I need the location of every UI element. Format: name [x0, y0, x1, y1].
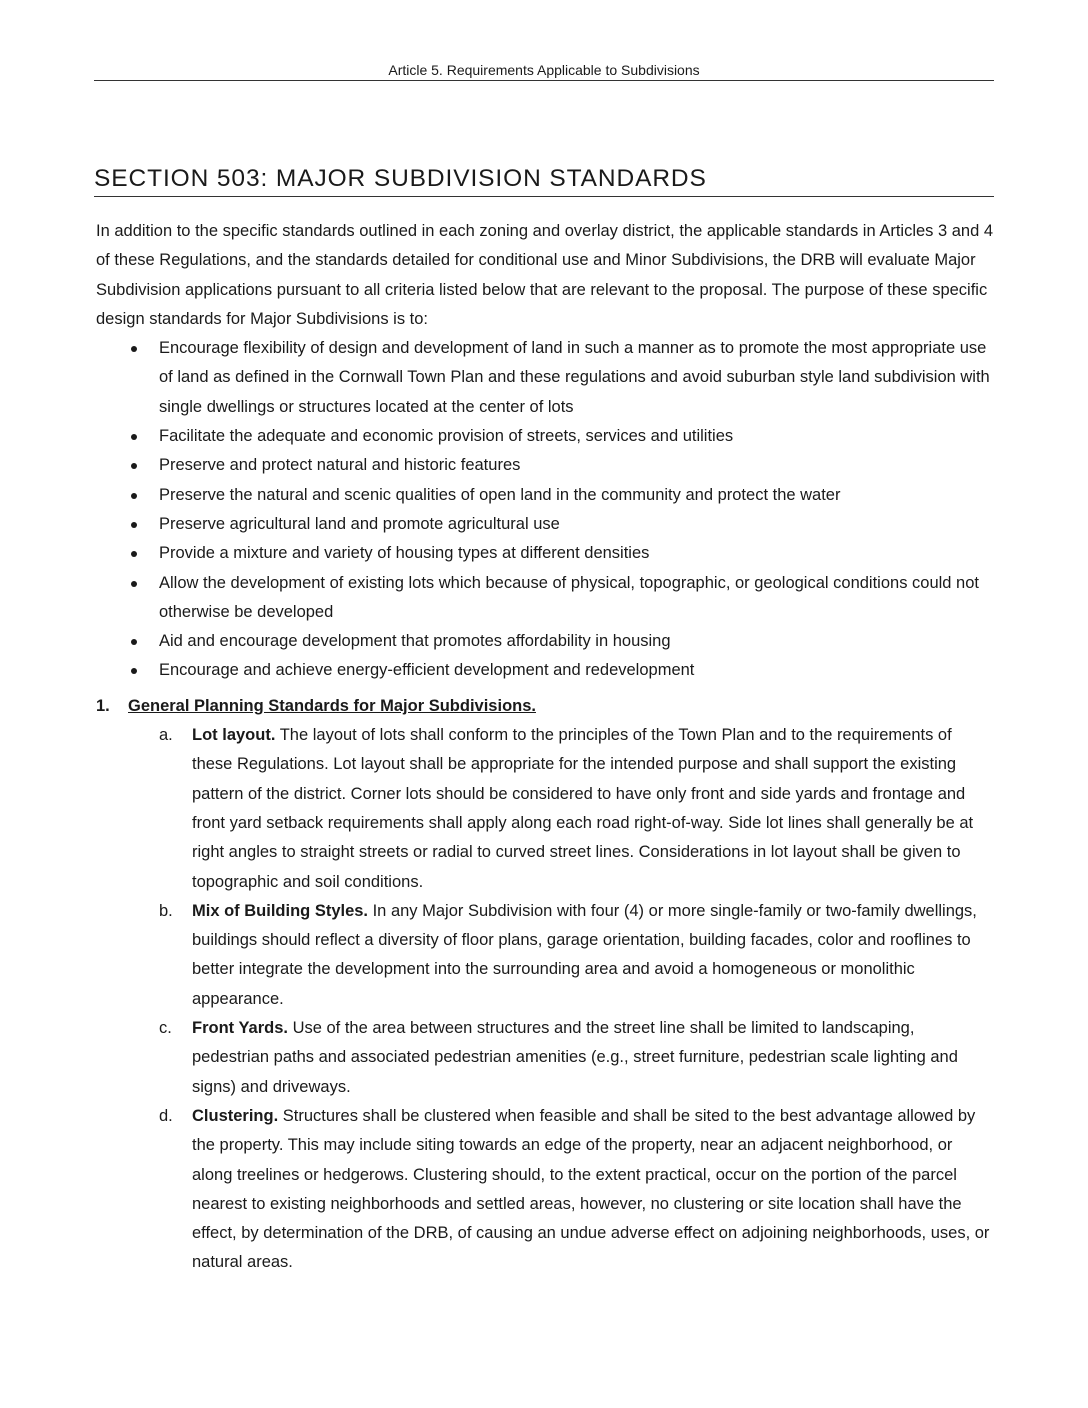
header-divider: [94, 80, 994, 81]
item-number: 1.: [96, 696, 110, 715]
subitem-title: Mix of Building Styles.: [192, 901, 369, 920]
intro-paragraph: In addition to the specific standards outlined in each zoning and overlay district, the applicable standards in Articles 3 and 4 of these Regulations, and the standards detailed for conditional use and Minor Subdivisions, the DRB will evaluate Major Subdivision applications pursuant to all criteria listed below that are relevant to the proposal. The purpose of these specific design standards for Major Subdivisions is to:: [96, 222, 994, 328]
title-divider: [94, 196, 994, 197]
subitem-mix-of-building-styles: [96, 897, 996, 1014]
bullet-icon: [131, 434, 137, 440]
purpose-item-text: Encourage flexibility of design and development of land in such a manner as to promote the most appropriate use of land as defined in the Cornwall Town Plan and these regulations and avoid suburban style land subdivision with single dwellings or structures located at the center of lots: [159, 339, 990, 416]
section-title: SECTION 503: MAJOR SUBDIVISION STANDARDS: [94, 165, 707, 192]
purpose-item-text: Allow the development of existing lots which because of physical, topographic, or geological conditions could not otherwise be developed: [159, 573, 979, 621]
subitem-letter: d.: [159, 1106, 173, 1125]
subitem-title: Clustering.: [192, 1106, 279, 1125]
subitem-title: Lot layout.: [192, 726, 276, 745]
purpose-item: [96, 481, 996, 510]
purpose-item-text: Facilitate the adequate and economic provision of streets, services and utilities: [159, 427, 734, 446]
purpose-item-text: Encourage and achieve energy-efficient development and redevelopment: [159, 661, 695, 680]
bullet-icon: [131, 551, 137, 557]
document-body: [96, 217, 996, 1278]
subitem-text: Use of the area between structures and the street line shall be limited to landscaping, pedestrian paths and associated pedestrian amenities (e.g., street furniture, pedestrian scale lighting and signs) and driveways.: [192, 1019, 958, 1096]
bullet-icon: [131, 581, 137, 587]
purpose-item-text: Aid and encourage development that promotes affordability in housing: [159, 632, 671, 651]
purpose-item-text: Provide a mixture and variety of housing types at different densities: [159, 544, 650, 563]
purpose-item: [96, 510, 996, 539]
purpose-item-text: Preserve the natural and scenic qualities of open land in the community and protect the water: [159, 485, 841, 504]
subitem-text: The layout of lots shall conform to the principles of the Town Plan and to the requirements of these Regulations. Lot layout shall be appropriate for the intended purpose and shall support the existing pattern of the district. Corner lots should be considered to have only front and side yards and frontage and front yard setback requirements shall apply along each road right-of-way. Side lot lines shall generally be at right angles to straight streets or radial to curved street lines. Considerations in lot layout shall be given to topographic and soil conditions.: [192, 726, 974, 891]
purpose-item: [96, 334, 996, 422]
purpose-item: [96, 422, 996, 451]
bullet-icon: [131, 463, 137, 469]
bullet-icon: [131, 522, 137, 528]
subitem-text: Structures shall be clustered when feasible and shall be sited to the best advantage allowed by the property. This may include siting towards an edge of the property, near an adjacent neighborhood, or along treelines or hedgerows. Clustering should, to the extent practical, occur on the portion of the parcel nearest to existing neighborhoods and settled areas, however, no clustering or site location shall have the effect, by determination of the DRB, of causing an undue adverse effect on adjoining neighborhoods, uses, or natural areas.: [192, 1106, 990, 1272]
purpose-item-text: Preserve and protect natural and historic features: [159, 456, 521, 475]
purpose-item: [96, 656, 996, 685]
bullet-icon: [131, 346, 137, 352]
purpose-item: [96, 569, 996, 628]
bullet-icon: [131, 493, 137, 499]
running-header: Article 5. Requirements Applicable to Subdivisions: [388, 62, 700, 78]
subitem-letter: b.: [159, 901, 173, 920]
subitem-title: Front Yards.: [192, 1019, 288, 1038]
bullet-icon: [131, 668, 137, 674]
purpose-item: [96, 451, 996, 480]
purpose-list: [96, 334, 996, 686]
subitem-letter: c.: [159, 1019, 172, 1038]
subitem-front-yards: [96, 1014, 996, 1102]
subitem-lot-layout: [96, 721, 996, 897]
subitem-clustering: [96, 1102, 996, 1278]
bullet-icon: [131, 639, 137, 645]
general-planning-standards-heading: [96, 692, 996, 721]
purpose-item-text: Preserve agricultural land and promote agricultural use: [159, 514, 560, 533]
subitem-text: In any Major Subdivision with four (4) or more single-family or two-family dwellings, buildings should reflect a diversity of floor plans, garage orientation, building facades, color and rooflines to better integrate the development into the surrounding area and avoid a homogeneous or monolithic appearance.: [192, 901, 977, 1008]
purpose-item: [96, 627, 996, 656]
purpose-item: [96, 539, 996, 568]
subitem-letter: a.: [159, 726, 173, 745]
item-title: General Planning Standards for Major Subdivisions.: [128, 696, 536, 715]
